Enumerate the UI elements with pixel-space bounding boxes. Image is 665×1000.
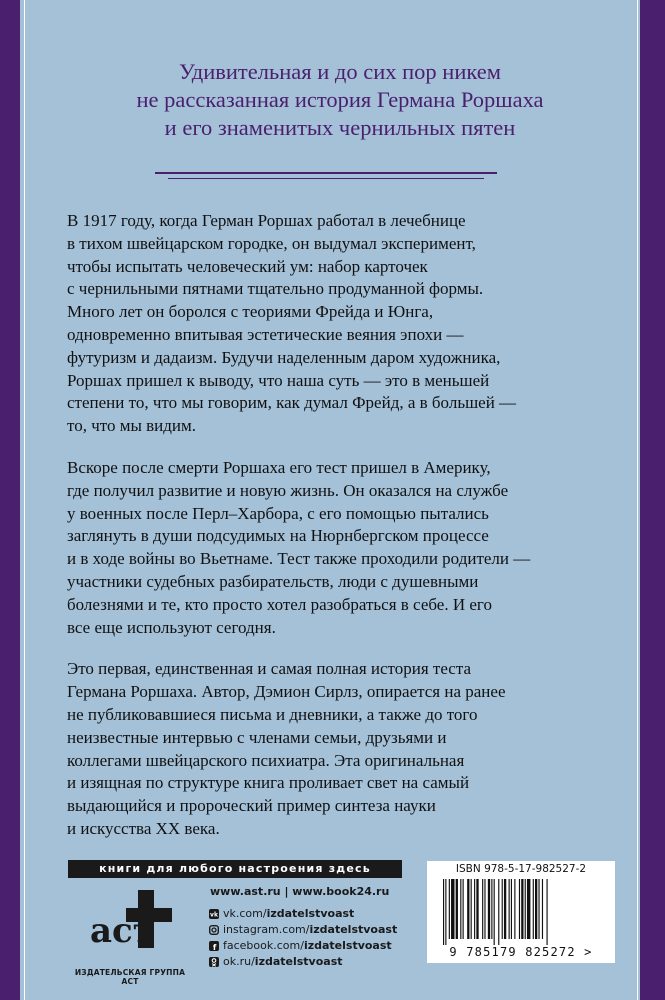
barcode-bar: [547, 879, 548, 945]
social-link-instagram[interactable]: [209, 922, 397, 938]
barcode-graphic: [441, 879, 601, 945]
tagline: Удивительная и до сих пор никем не рассказанная история Германа Роршаха и его знаменитых чернильных пятен: [136, 59, 544, 140]
barcode-bar: [474, 879, 475, 939]
barcode-bar: [488, 879, 490, 939]
barcode-bar: [482, 879, 483, 939]
slogan-banner: книги для любого настроения здесь: [68, 860, 402, 878]
description-paragraph-2: Вскоре после смерти Роршаха его тест пришел в Америку, где получил развитие и новую жизнь. Он оказался на службе у военных после Перл–Харбора, с его помощью пытались заглянуть в души подсудимых на Нюрнбергском процессе и в ходе войны во Вьетнаме. Тест также проходили родители — участники судебных разбирательств, люди с душевными болезнями и те, кто просто хотел разобраться в себе. И его все еще используют сегодня.: [67, 457, 531, 637]
vk-icon: [209, 909, 219, 919]
description-paragraph-1: В 1917 году, когда Герман Роршах работал в лечебнице в тихом швейцарском городке, он выдумал эксперимент, чтобы испытать человеческий ум: набор карточек с чернильными пятнами тщательно продуманной формы. Много лет он боролся с теориями Фрейда и Юнга, одновременно впитывая эстетические веяния эпохи — футуризм и дадаизм. Будучи наделенным даром художника, Роршах пришел к выводу, что наша суть — это в меньшей степени то, что мы говорим, как думал Фрейд, а в большей — то, что мы видим.: [67, 211, 517, 436]
social-handle: izdatelstvoast: [309, 923, 398, 936]
barcode-bar: [504, 879, 506, 939]
barcode-bar: [491, 879, 492, 939]
barcode-bar: [519, 879, 520, 939]
description-paragraph-3: Это первая, единственная и самая полная история теста Германа Роршаха. Автор, Дэмион Сирлз, опирается на ранее не публиковавшиеся письма и дневники, а также до того неизвестные интервью с членами семьи, друзьями и коллегами швейцарского психиатра. Эта оригинальная и изящная по структуре книга проливает свет на самый выдающийся и пророческий пример синтеза науки и искусства XX века.: [67, 659, 506, 838]
barcode-bar: [533, 879, 534, 939]
ast-logo-graphic: [76, 886, 186, 962]
odnoklassniki-icon: [209, 957, 219, 967]
barcode-bar: [463, 879, 464, 939]
barcode-bar: [521, 879, 523, 939]
social-handle: izdatelstvoast: [254, 955, 343, 968]
isbn-barcode: [427, 861, 615, 963]
social-links: [209, 906, 397, 970]
divider-rule: [155, 172, 497, 174]
description: [67, 210, 619, 860]
barcode-digits: 9 785179 825272 >: [449, 945, 593, 959]
barcode-bar: [484, 879, 485, 939]
barcode-bar: [509, 879, 510, 939]
barcode-bar: [542, 879, 543, 939]
social-domain: instagram.com/: [223, 923, 310, 936]
barcode-bar: [445, 879, 446, 945]
barcode-bar: [443, 879, 444, 945]
social-handle: izdatelstvoast: [266, 907, 355, 920]
barcode-bar: [471, 879, 472, 939]
social-handle: izdatelstvoast: [303, 939, 392, 952]
websites[interactable]: www.ast.ru | www.book24.ru: [210, 885, 390, 898]
barcode-bar: [511, 879, 512, 939]
barcode-bar: [498, 879, 499, 945]
barcode-bar: [494, 879, 495, 945]
barcode-bar: [456, 879, 458, 939]
instagram-icon: [209, 925, 219, 935]
publisher-name: ИЗДАТЕЛЬСКАЯ ГРУППА АСТ: [74, 968, 186, 986]
barcode-bar: [525, 879, 526, 939]
barcode-bar: [527, 879, 530, 939]
barcode-bar: [476, 879, 478, 939]
social-domain: ok.ru/: [223, 955, 255, 968]
svg-text:vk: vk: [210, 911, 218, 919]
social-domain: facebook.com/: [223, 939, 304, 952]
barcode-bar: [449, 879, 450, 939]
barcode-bar: [451, 879, 454, 939]
barcode-bar: [535, 879, 537, 939]
divider-rule-thin: [168, 178, 484, 179]
barcode-bar: [467, 879, 469, 939]
barcode-bar: [502, 879, 503, 939]
ast-logo-text: аст: [90, 911, 154, 951]
social-domain: vk.com/: [223, 907, 267, 920]
barcode-bar: [460, 879, 461, 939]
barcode-bar: [514, 879, 515, 939]
facebook-icon: [209, 941, 219, 951]
ast-logo: [76, 886, 186, 962]
social-link-vk[interactable]: [209, 906, 397, 922]
barcode-bar: [538, 879, 539, 939]
social-link-facebook[interactable]: [209, 938, 397, 954]
svg-text:f: f: [212, 943, 217, 951]
isbn-label: ISBN 978-5-17-982527-2: [455, 863, 587, 875]
social-link-odnoklassniki[interactable]: [209, 954, 397, 970]
